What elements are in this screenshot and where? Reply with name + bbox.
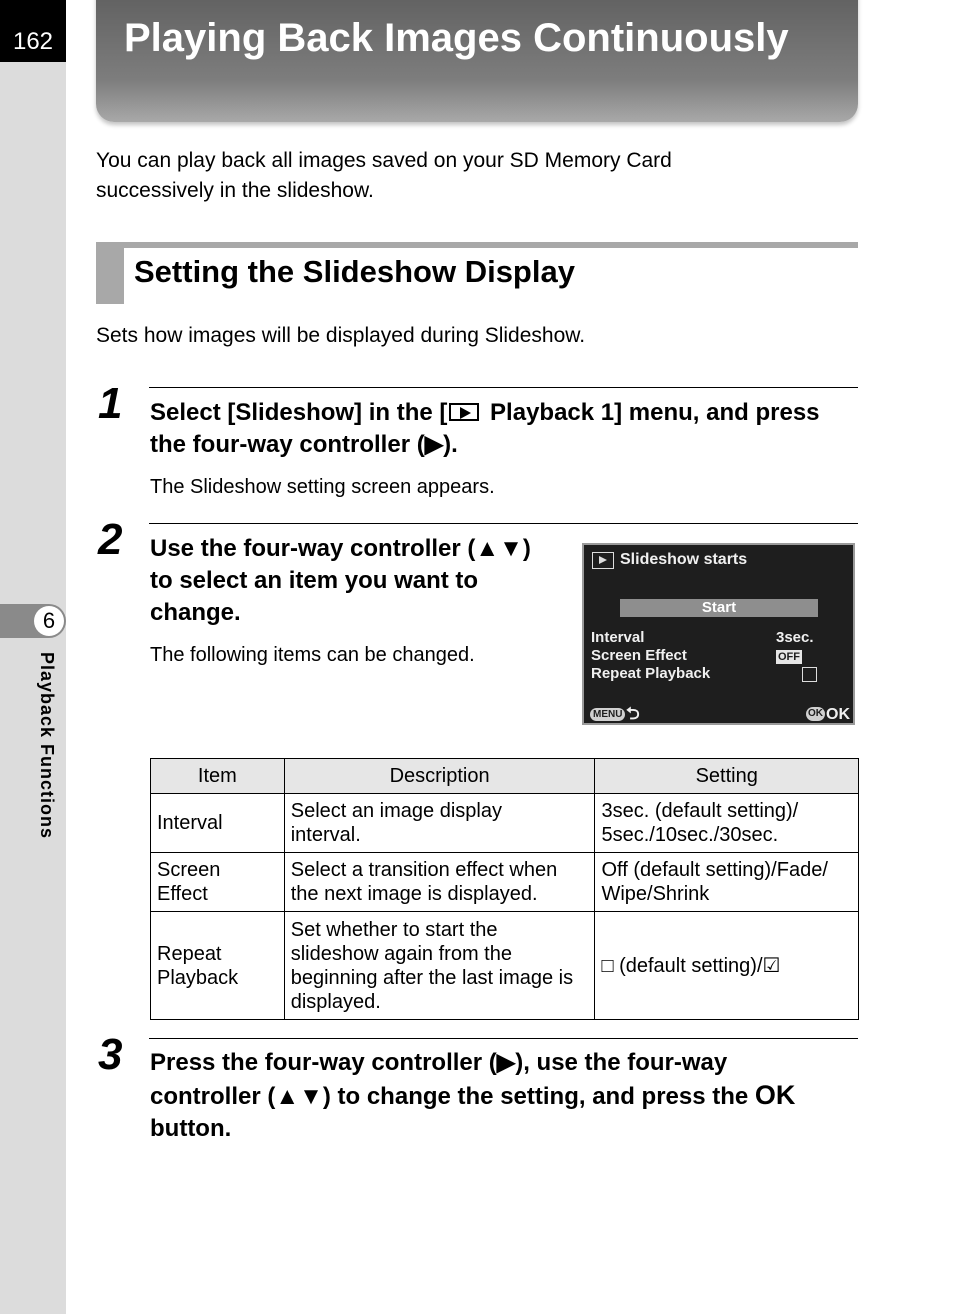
step-rule <box>149 1038 858 1039</box>
intro-paragraph <box>96 146 796 206</box>
screen-row-label: Repeat Playback <box>591 665 711 682</box>
table-cell-item <box>151 853 285 912</box>
menu-badge: MENU <box>590 708 625 721</box>
screen-row-label: Screen Effect <box>591 647 687 664</box>
back-arrow-icon: ⮌ <box>626 704 640 723</box>
cell-line: Select a transition effect when <box>290 859 558 881</box>
intro-line: You can play back all images saved on your SD Memory Card <box>96 149 672 172</box>
cell-line: Playback <box>157 966 239 989</box>
screen-title: Slideshow starts <box>620 551 748 568</box>
step-rule <box>149 523 858 524</box>
table-cell-setting <box>595 794 859 853</box>
table-header: Description <box>284 759 595 794</box>
page-title: Playing Back Images Continuously <box>124 16 789 60</box>
ok-button-label: OK <box>754 1080 796 1110</box>
step-body: The following items can be changed. <box>150 644 475 666</box>
step-heading-text: Use the four-way controller (▲▼) <box>150 535 531 562</box>
playback-icon <box>592 552 614 569</box>
step-heading <box>150 533 531 629</box>
section-rule <box>96 242 858 248</box>
step-heading <box>150 397 820 461</box>
table-row <box>151 853 859 912</box>
step-heading-text: button. <box>150 1115 232 1142</box>
step-number: 3 <box>98 1030 123 1079</box>
step-heading-text: Playback 1] menu, and press <box>483 399 820 426</box>
cell-line: Wipe/Shrink <box>601 883 710 905</box>
cell-line: 5sec./10sec./30sec. <box>601 824 779 846</box>
table-cell-item <box>151 912 285 1020</box>
step-heading-text: change. <box>150 599 241 626</box>
screen-row-value: 3sec. <box>776 629 814 646</box>
cell-line: Repeat <box>157 942 222 965</box>
section-title: Setting the Slideshow Display <box>134 254 575 289</box>
step-rule <box>149 387 858 388</box>
intro-line: successively in the slideshow. <box>96 179 374 202</box>
step-heading-text: to select an item you want to <box>150 567 479 594</box>
step-heading-text: Press the four-way controller (▶), use the four-way <box>150 1049 728 1076</box>
table-cell-description <box>284 853 595 912</box>
table-row <box>151 794 859 853</box>
chapter-number: 6 <box>34 606 64 636</box>
checkbox-icon <box>802 667 817 682</box>
cell-line: displayed. <box>290 990 381 1013</box>
cell-line: Interval <box>157 812 223 834</box>
camera-screen <box>582 543 855 725</box>
ok-label: OK <box>826 706 850 723</box>
section-marker <box>96 242 124 304</box>
cell-line: slideshow again from the <box>290 942 512 965</box>
table-cell-item <box>151 794 285 853</box>
table-header: Setting <box>595 759 859 794</box>
cell-line: Effect <box>157 883 208 905</box>
table-row <box>151 912 859 1020</box>
cell-line: interval. <box>290 824 361 846</box>
table-header: Item <box>151 759 285 794</box>
table-cell-setting <box>595 912 859 1020</box>
cell-line: Screen <box>157 859 221 881</box>
cell-line: the next image is displayed. <box>290 883 538 905</box>
cell-line: Select an image display <box>290 800 502 822</box>
playback-icon <box>449 403 479 421</box>
table-cell-description <box>284 912 595 1020</box>
screen-row-label: Interval <box>591 629 645 646</box>
table-header-row <box>151 759 859 794</box>
step-heading-text: the four-way controller (▶). <box>150 431 458 458</box>
step-heading <box>150 1047 795 1145</box>
cell-line: beginning after the last image is <box>290 966 574 989</box>
step-heading-text: controller (▲▼) to change the setting, and press the <box>150 1083 755 1110</box>
cell-line: Set whether to start the <box>290 918 498 941</box>
table-cell-setting <box>595 853 859 912</box>
cell-line: 3sec. (default setting)/ <box>601 800 799 822</box>
table-cell-description <box>284 794 595 853</box>
start-option: Start <box>620 599 818 617</box>
step-number: 1 <box>98 379 123 428</box>
page-number: 162 <box>0 0 66 62</box>
off-badge: OFF <box>778 651 800 663</box>
settings-table <box>150 758 859 1020</box>
step-number: 2 <box>98 515 123 564</box>
section-intro: Sets how images will be displayed during Slideshow. <box>96 324 586 347</box>
step-body: The Slideshow setting screen appears. <box>150 476 495 498</box>
ok-badge: OK <box>808 708 823 719</box>
chapter-label: Playback Functions <box>37 652 57 840</box>
step-heading-text: Select [Slideshow] in the [ <box>150 399 448 426</box>
cell-line: Off (default setting)/Fade/ <box>601 859 828 881</box>
cell-line: □ (default setting)/☑ <box>601 954 781 977</box>
